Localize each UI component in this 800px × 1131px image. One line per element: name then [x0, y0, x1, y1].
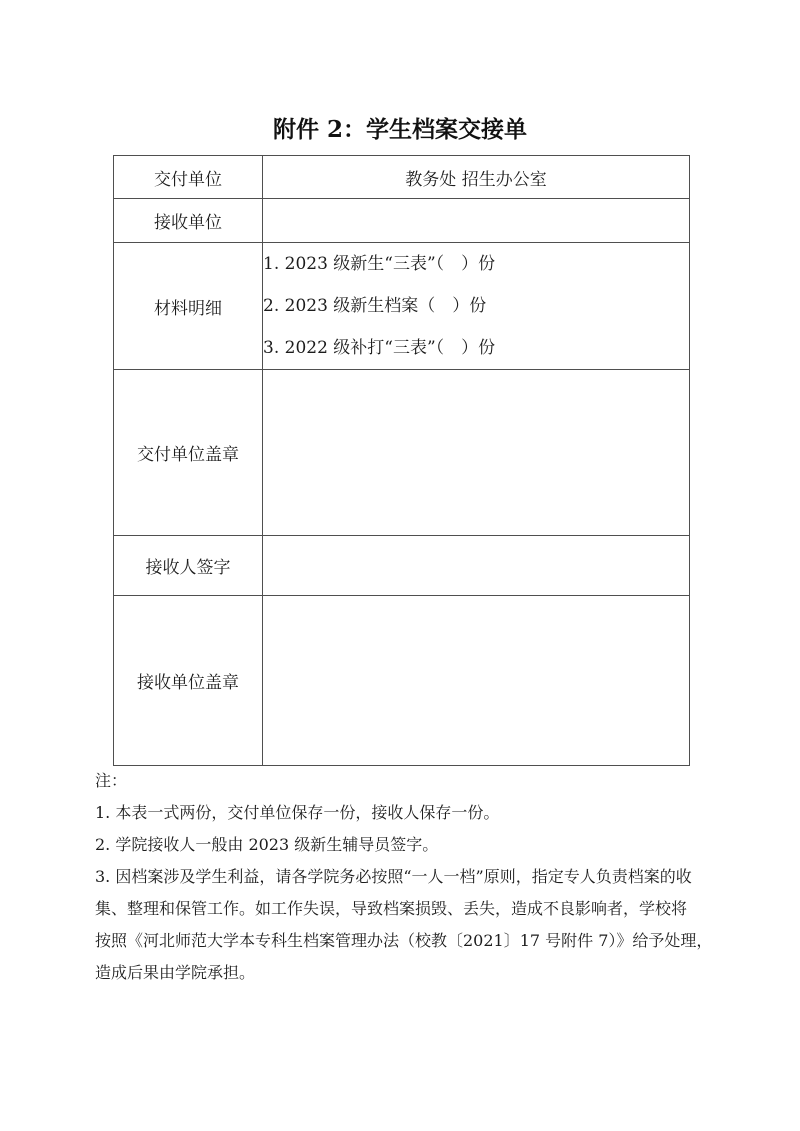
notes-section: [95, 765, 715, 989]
note-line-5: 按照《河北师范大学本专科生档案管理办法（校教〔2021〕17 号附件 7）》给予处理，: [95, 931, 713, 950]
table-row-receive-unit: [114, 199, 690, 243]
receive-unit-label: 接收单位: [114, 199, 263, 243]
table-row-materials: [114, 243, 690, 370]
note-line-6: 造成后果由学院承担。: [95, 963, 256, 982]
table-row-receive-stamp: [114, 596, 690, 766]
materials-list: [263, 243, 690, 370]
note-line-1: 1. 本表一式两份，交付单位保存一份，接收人保存一份。: [95, 803, 500, 822]
receive-stamp-area: [263, 596, 690, 766]
deliver-stamp-label: 交付单位盖章: [114, 370, 263, 536]
table-row-receiver-sign: [114, 536, 690, 596]
notes-heading: 注：: [95, 771, 128, 790]
deliver-unit-label: 交付单位: [114, 156, 263, 199]
material-item-1: 1. 2023 级新生“三表”（ ）份: [263, 254, 496, 274]
receiver-sign-label: 接收人签字: [114, 536, 263, 596]
material-item-3: 3. 2022 级补打“三表”（ ）份: [263, 338, 496, 358]
material-item-2: 2. 2023 级新生档案（ ）份: [263, 296, 487, 316]
deliver-stamp-area: [263, 370, 690, 536]
note-line-2: 2. 学院接收人一般由 2023 级新生辅导员签字。: [95, 835, 439, 854]
deliver-unit-value: 教务处 招生办公室: [263, 156, 690, 199]
handover-table: [113, 155, 690, 766]
table-row-deliver-unit: [114, 156, 690, 199]
receive-stamp-label: 接收单位盖章: [114, 596, 263, 766]
materials-label: 材料明细: [114, 243, 263, 370]
note-line-3: 3. 因档案涉及学生利益，请各学院务必按照“一人一档”原则，指定专人负责档案的收: [95, 867, 692, 886]
receive-unit-value: [263, 199, 690, 243]
table-row-deliver-stamp: [114, 370, 690, 536]
note-line-4: 集、整理和保管工作。如工作失误，导致档案损毁、丢失，造成不良影响者，学校将: [95, 899, 688, 918]
page-title: 附件 2：学生档案交接单: [272, 116, 527, 143]
receiver-sign-area: [263, 536, 690, 596]
